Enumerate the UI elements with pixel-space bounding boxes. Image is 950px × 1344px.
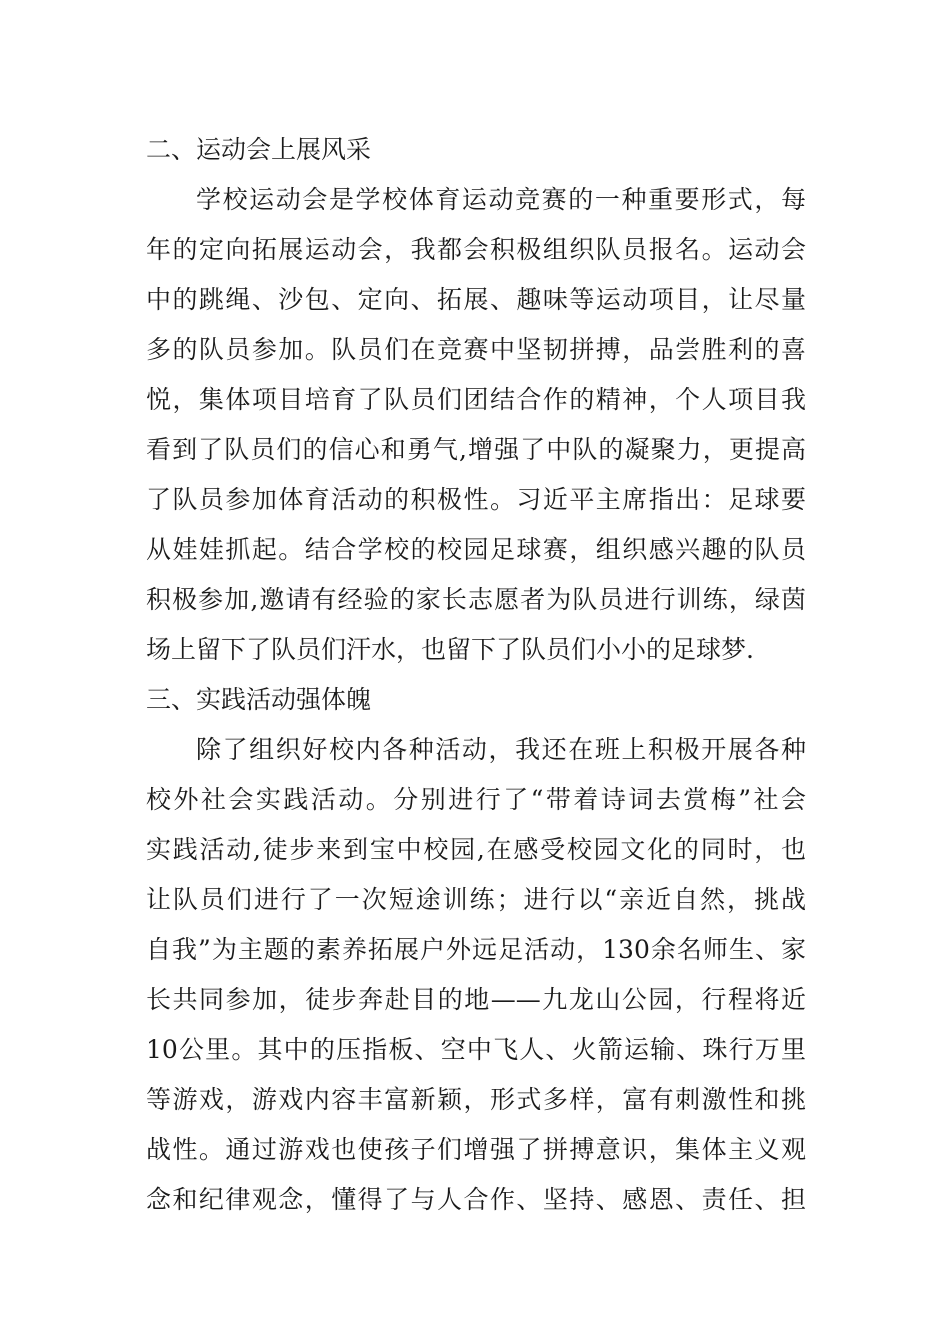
paragraph-line: 念和纪律观念，懂得了与人合作、坚持、感恩、责任、担 [146,1185,806,1214]
paragraph-line: 看到了队员们的信心和勇气,增强了中队的凝聚力，更提高 [146,435,806,464]
paragraph-line: 战性。通过游戏也使孩子们增强了拼搏意识，集体主义观 [146,1135,806,1164]
paragraph-line: 多的队员参加。队员们在竞赛中坚韧拼搏，品尝胜利的喜 [146,335,806,364]
paragraph-line: 积极参加,邀请有经验的家长志愿者为队员进行训练，绿茵 [146,585,806,614]
paragraph-line: 校外社会实践活动。分别进行了“带着诗词去赏梅”社会 [146,785,806,814]
paragraph-line: 实践活动,徒步来到宝中校园,在感受校园文化的同时，也 [146,835,806,864]
paragraph-line: 除了组织好校内各种活动，我还在班上积极开展各种 [196,735,806,764]
paragraph-line: 学校运动会是学校体育运动竞赛的一种重要形式，每 [196,185,806,214]
section-heading: 三、实践活动强体魄 [146,685,372,714]
paragraph-line: 场上留下了队员们汗水，也留下了队员们小小的足球梦. [146,635,754,664]
paragraph-line: 10公里。其中的压指板、空中飞人、火箭运输、珠行万里 [146,1035,806,1064]
paragraph-line: 自我”为主题的素养拓展户外远足活动，130余名师生、家 [146,935,806,964]
paragraph-line: 年的定向拓展运动会，我都会积极组织队员报名。运动会 [146,235,806,264]
paragraph-line: 让队员们进行了一次短途训练；进行以“亲近自然，挑战 [146,885,806,914]
section-heading: 二、运动会上展风采 [146,135,372,164]
paragraph-line: 悦，集体项目培育了队员们团结合作的精神，个人项目我 [146,385,806,414]
paragraph-line: 从娃娃抓起。结合学校的校园足球赛，组织感兴趣的队员 [146,535,806,564]
paragraph-line: 了队员参加体育活动的积极性。习近平主席指出：足球要 [146,485,806,514]
paragraph-line: 长共同参加，徒步奔赴目的地——九龙山公园，行程将近 [146,985,806,1014]
paragraph-line: 中的跳绳、沙包、定向、拓展、趣味等运动项目，让尽量 [146,285,806,314]
paragraph-line: 等游戏，游戏内容丰富新颖，形式多样，富有刺激性和挑 [146,1085,806,1114]
